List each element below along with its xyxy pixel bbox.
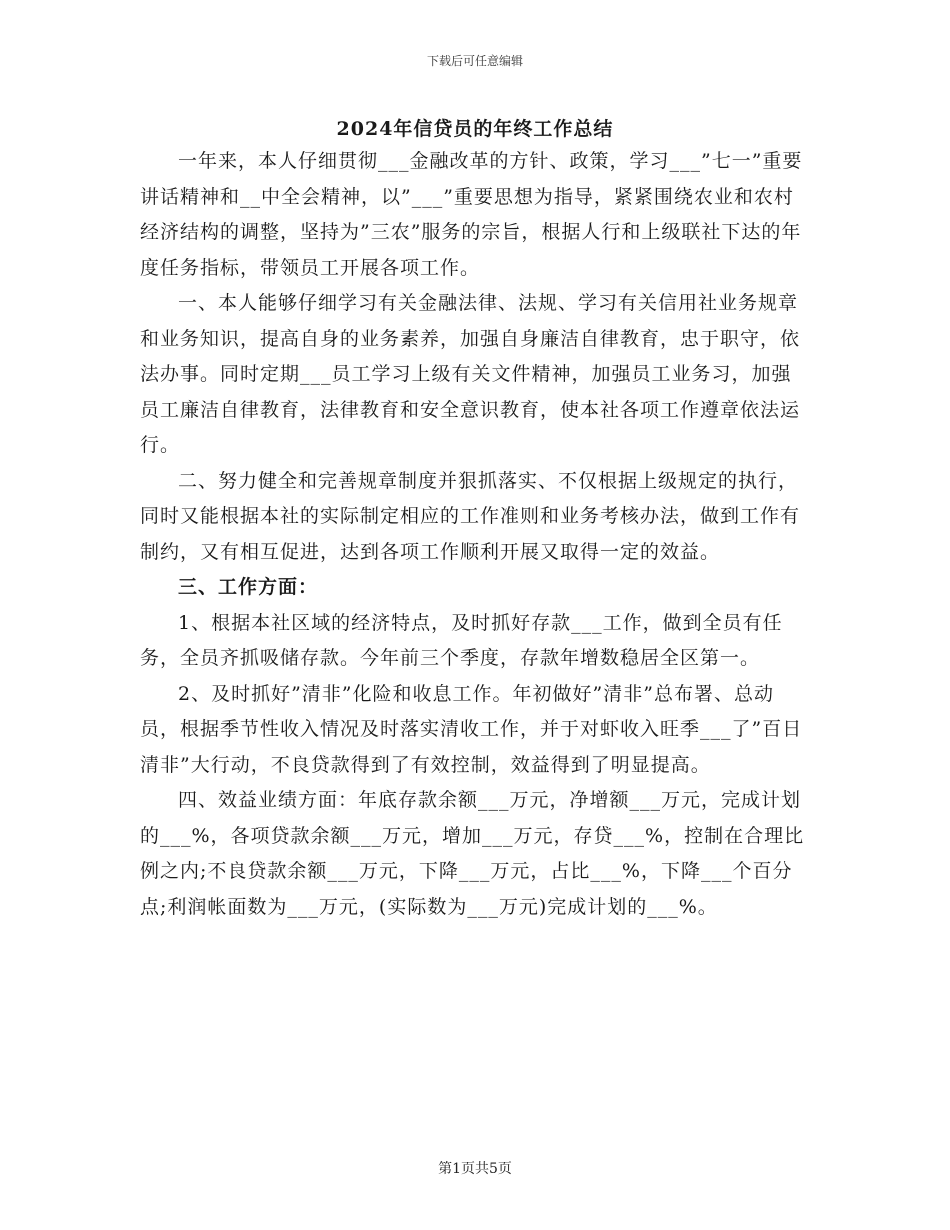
- paragraph-intro: 一年来，本人仔细贯彻___金融改革的方针、政策，学习___”七一”重要讲话精神和__中全会精神，以”___”重要思想为指导，紧紧围绕农业和农村经济结构的调整，坚持为”三农”服务的宗旨，根据人行和上级联社下达的年度任务指标，带领员工开展各项工作。: [140, 150, 803, 279]
- paragraph-work-item-2: 2、及时抓好”清非”化险和收息工作。年初做好”清非”总布署、总动员，根据季节性收入情况及时落实清收工作，并于对虾收入旺季___了”百日清非”大行动，不良贷款得到了有效控制，效益得到了明显提高。: [140, 682, 803, 776]
- section-heading-work: 三、工作方面：: [178, 576, 319, 598]
- paragraph-section-1: 一、本人能够仔细学习有关金融法律、法规、学习有关信用社业务规章和业务知识，提高自身的业务素养，加强自身廉洁自律教育，忠于职守，依法办事。同时定期___员工学习上级有关文件精神，加强员工业务习，加强员工廉洁自律教育，法律教育和安全意识教育，使本社各项工作遵章依法运行。: [140, 292, 801, 456]
- page-footer: 第1页共5页: [438, 1161, 512, 1177]
- document-body: [140, 144, 805, 925]
- header-note: 下载后可任意编辑: [426, 54, 523, 68]
- paragraph-work-item-1: 1、根据本社区域的经济特点，及时抓好存款___工作，做到全员有任务，全员齐抓吸储存款。今年前三个季度，存款年增数稳居全区第一。: [140, 611, 783, 669]
- paragraph-section-4: 四、效益业绩方面：年底存款余额___万元，净增额___万元，完成计划的___%，各项贷款余额___万元，增加___万元，存贷___%，控制在合理比例之内;不良贷款余额___万元，下降___万元，占比___%，下降___个百分点;利润帐面数为___万元，(实际数为___万元)完成计划的___%。: [140, 789, 805, 918]
- paragraph-section-2: 二、努力健全和完善规章制度并狠抓落实、不仅根据上级规定的执行，同时又能根据本社的实际制定相应的工作准则和业务考核办法，做到工作有制约，又有相互促进，达到各项工作顺利开展又取得一定的效益。: [140, 469, 801, 563]
- document-title: 2024年信贷员的年终工作总结: [336, 118, 614, 140]
